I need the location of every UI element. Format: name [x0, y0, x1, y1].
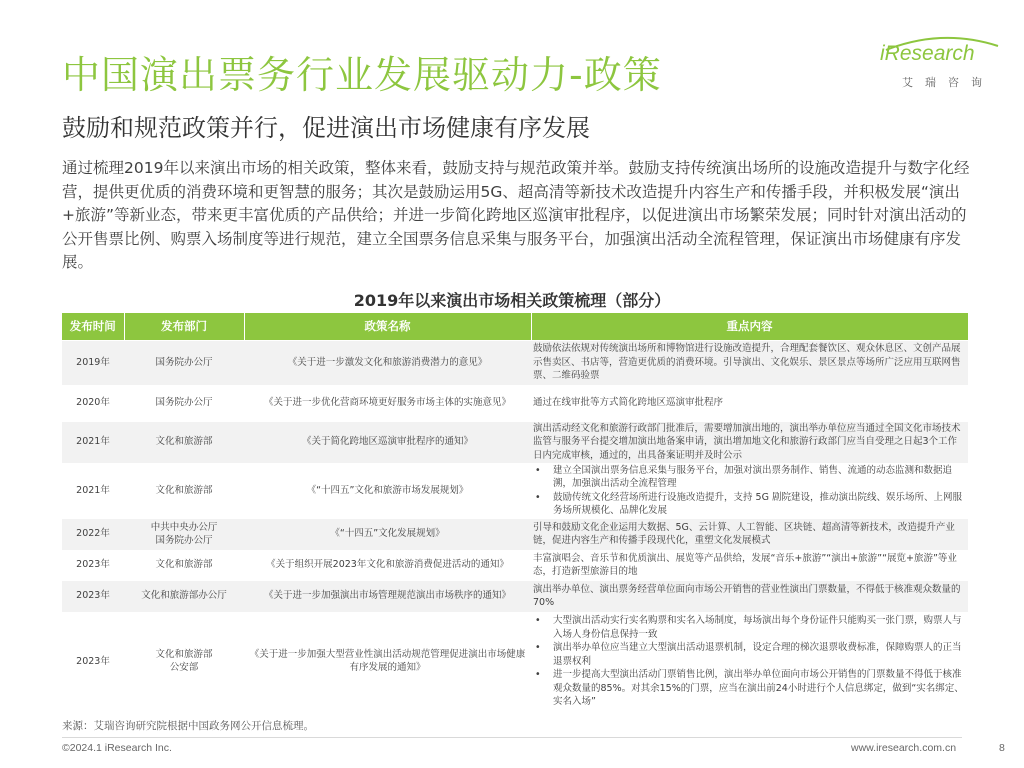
cell-year: 2019年: [62, 340, 124, 385]
cell-key-content: 演出举办单位、演出票务经营单位面向市场公开销售的营业性演出门票数量，不得低于核准观众数量的70%: [531, 580, 968, 612]
table-row: [62, 518, 968, 550]
footer-divider: [62, 737, 962, 738]
cell-policy-name: 《关于进一步加强大型营业性演出活动规范管理促进演出市场健康有序发展的通知》: [244, 612, 531, 710]
cell-dept: 文化和旅游部: [124, 550, 244, 580]
table-row: [62, 421, 968, 463]
cell-policy-name: 《“十四五”文化发展规划》: [244, 518, 531, 550]
table-row: [62, 550, 968, 580]
cell-key-content: [531, 612, 968, 710]
cell-key-content: 通过在线审批等方式简化跨地区巡演审批程序: [531, 385, 968, 421]
cell-year: 2023年: [62, 580, 124, 612]
table-row: [62, 612, 968, 710]
cell-year: 2021年: [62, 463, 124, 518]
cell-year: 2020年: [62, 385, 124, 421]
table-row: [62, 385, 968, 421]
table-body: [62, 340, 968, 710]
cell-key-content: 引导和鼓励文化企业运用大数据、5G、云计算、人工智能、区块链、超高清等新技术，改造提升产业链，促进内容生产和传播手段现代化，重塑文化发展模式: [531, 518, 968, 550]
table-row: [62, 580, 968, 612]
header-policy-name: 政策名称: [244, 313, 531, 340]
cell-policy-name: 《关于进一步激发文化和旅游消费潜力的意见》: [244, 340, 531, 385]
cell-dept: 国务院办公厅: [124, 340, 244, 385]
cell-dept: 文化和旅游部: [124, 463, 244, 518]
policy-table: [62, 313, 969, 710]
header-year: 发布时间: [62, 313, 124, 340]
copyright: ©2024.1 iResearch Inc.: [62, 742, 172, 754]
header-dept: 发布部门: [124, 313, 244, 340]
table-row: [62, 463, 968, 518]
cell-dept: 中共中央办公厅 国务院办公厅: [124, 518, 244, 550]
intro-paragraph: 通过梳理2019年以来演出市场的相关政策，整体来看，鼓励支持与规范政策并举。鼓励支持传统演出场所的设施改造提升与数字化经营，提供更优质的消费环境和更智慧的服务；其次是鼓励运用5G、超高清等新技术改造提升内容生产和传播手段，并积极发展“演出+旅游”等新业态，带来更丰富优质的产品供给；并进一步简化跨地区巡演审批程序，以促进演出市场繁荣发展；同时针对演出活动的公开售票比例、购票入场制度等进行规范，建立全国票务信息采集与服务平台，加强演出活动全流程管理，保证演出市场健康有序发展。: [62, 159, 970, 272]
cell-dept: 国务院办公厅: [124, 385, 244, 421]
cell-key-content: [531, 463, 968, 518]
cell-policy-name: 《关于进一步优化营商环境更好服务市场主体的实施意见》: [244, 385, 531, 421]
cell-year: 2023年: [62, 612, 124, 710]
cell-key-content: 丰富演唱会、音乐节和优质演出、展览等产品供给，发展“音乐+旅游”“演出+旅游”“展览+旅游”等业态，打造新型旅游目的地: [531, 550, 968, 580]
content-bullet-item: • 建立全国演出票务信息采集与服务平台，加强对演出票务制作、销售、流通的动态监测和数据追溯，加强演出活动全流程管理: [533, 464, 966, 491]
table-header-row: [62, 313, 968, 340]
content-bullet-list: [533, 614, 966, 709]
cell-policy-name: 《关于组织开展2023年文化和旅游消费促进活动的通知》: [244, 550, 531, 580]
website-url[interactable]: www.iresearch.com.cn: [851, 742, 957, 754]
header-key-content: 重点内容: [531, 313, 968, 340]
cell-year: 2021年: [62, 421, 124, 463]
cell-year: 2022年: [62, 518, 124, 550]
content-bullet-item: • 大型演出活动实行实名购票和实名入场制度，每场演出每个身份证件只能购买一张门票，购票人与入场人身份信息保持一致: [533, 614, 966, 641]
cell-dept: 文化和旅游部 公安部: [124, 612, 244, 710]
page-title: 中国演出票务行业发展驱动力-政策: [62, 53, 662, 97]
logo-wordmark: iResearch: [880, 42, 975, 65]
content-bullet-list: [533, 464, 966, 518]
page-number: 8: [999, 742, 1005, 754]
cell-dept: 文化和旅游部: [124, 421, 244, 463]
cell-policy-name: 《关于进一步加强演出市场管理规范演出市场秩序的通知》: [244, 580, 531, 612]
table-row: [62, 340, 968, 385]
logo-chinese: 艾瑞咨询: [902, 76, 994, 89]
cell-dept: 文化和旅游部办公厅: [124, 580, 244, 612]
page-subtitle: 鼓励和规范政策并行，促进演出市场健康有序发展: [62, 114, 590, 142]
iresearch-logo: [880, 40, 1000, 96]
cell-year: 2023年: [62, 550, 124, 580]
cell-policy-name: 《关于简化跨地区巡演审批程序的通知》: [244, 421, 531, 463]
source-note: 来源：艾瑞咨询研究院根据中国政务网公开信息梳理。: [62, 720, 314, 732]
cell-key-content: 演出活动经文化和旅游行政部门批准后，需要增加演出地的，演出举办单位应当通过全国文化市场技术监管与服务平台提交增加演出地备案申请，演出增加地文化和旅游行政部门应当自受理之日起3个工作日内完成审核，通过的，出具备案证明并及时公示: [531, 421, 968, 463]
cell-policy-name: 《“十四五”文化和旅游市场发展规划》: [244, 463, 531, 518]
content-bullet-item: • 进一步提高大型演出活动门票销售比例，演出举办单位面向市场公开销售的门票数量不得低于核准观众数量的85%。对其余15%的门票，应当在演出前24小时进行个人信息绑定，做到“实名绑定、实名入场”: [533, 668, 966, 709]
table-title: 2019年以来演出市场相关政策梳理（部分）: [353, 291, 671, 310]
content-bullet-item: • 演出举办单位应当建立大型演出活动退票机制，设定合理的梯次退票收费标准，保障购票人的正当退票权利: [533, 641, 966, 668]
cell-key-content: 鼓励依法依规对传统演出场所和博物馆进行设施改造提升，合理配套餐饮区、观众休息区、文创产品展示售卖区、书店等，营造更优质的消费环境。引导演出、文化娱乐、景区景点等场所广泛应用互联网售票、二维码验票: [531, 340, 968, 385]
content-bullet-item: • 鼓励传统文化经营场所进行设施改造提升，支持 5G 剧院建设，推动演出院线、娱乐场所、上网服务场所规模化、品牌化发展: [533, 491, 966, 518]
